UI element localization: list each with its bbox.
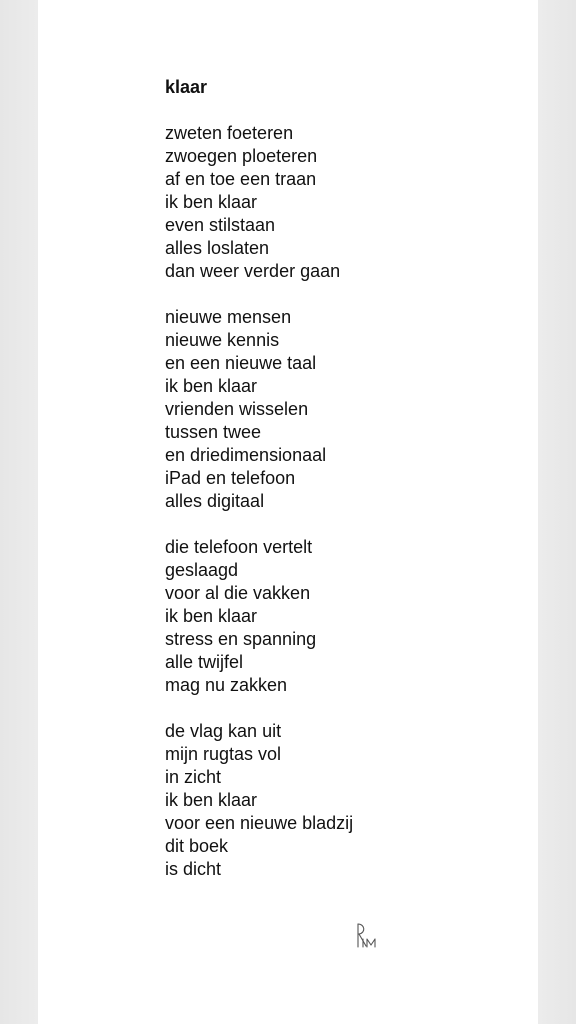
page-margin-left <box>0 0 38 1024</box>
poem-line: dan weer verder gaan <box>165 261 341 281</box>
stanza-3 <box>165 536 353 697</box>
poem-line: en een nieuwe taal <box>165 353 317 373</box>
poem-line: nieuwe kennis <box>165 330 280 350</box>
signature-monogram-icon <box>354 922 384 950</box>
poem <box>165 76 353 904</box>
poem-line: zwoegen ploeteren <box>165 146 318 166</box>
poem-line: alles loslaten <box>165 238 270 258</box>
poem-line: vrienden wisselen <box>165 399 309 419</box>
stanza-4 <box>165 720 353 881</box>
poem-line: mijn rugtas vol <box>165 744 282 764</box>
stanza-2 <box>165 306 353 513</box>
poem-line: even stilstaan <box>165 215 276 235</box>
poem-line: voor een nieuwe bladzij <box>165 813 354 833</box>
poem-line: is dicht <box>165 859 222 879</box>
page-margin-right <box>538 0 576 1024</box>
poem-line: iPad en telefoon <box>165 468 296 488</box>
poem-line: stress en spanning <box>165 629 317 649</box>
poem-line: en driedimensionaal <box>165 445 327 465</box>
poem-line: voor al die vakken <box>165 583 311 603</box>
poem-line: mag nu zakken <box>165 675 288 695</box>
poem-line: in zicht <box>165 767 222 787</box>
poem-line: tussen twee <box>165 422 262 442</box>
poem-line: die telefoon vertelt <box>165 537 313 557</box>
poem-line: ik ben klaar <box>165 606 258 626</box>
poem-line: af en toe een traan <box>165 169 317 189</box>
stanza-1 <box>165 122 353 283</box>
poem-line: ik ben klaar <box>165 376 258 396</box>
poem-line: de vlag kan uit <box>165 721 282 741</box>
poem-line: ik ben klaar <box>165 192 258 212</box>
poem-line: dit boek <box>165 836 229 856</box>
poem-page <box>38 0 538 1024</box>
poem-line: alle twijfel <box>165 652 244 672</box>
poem-line: geslaagd <box>165 560 239 580</box>
poem-line: nieuwe mensen <box>165 307 292 327</box>
poem-line: ik ben klaar <box>165 790 258 810</box>
poem-line: alles digitaal <box>165 491 265 511</box>
poem-line: zweten foeteren <box>165 123 294 143</box>
poem-title: klaar <box>165 77 208 97</box>
